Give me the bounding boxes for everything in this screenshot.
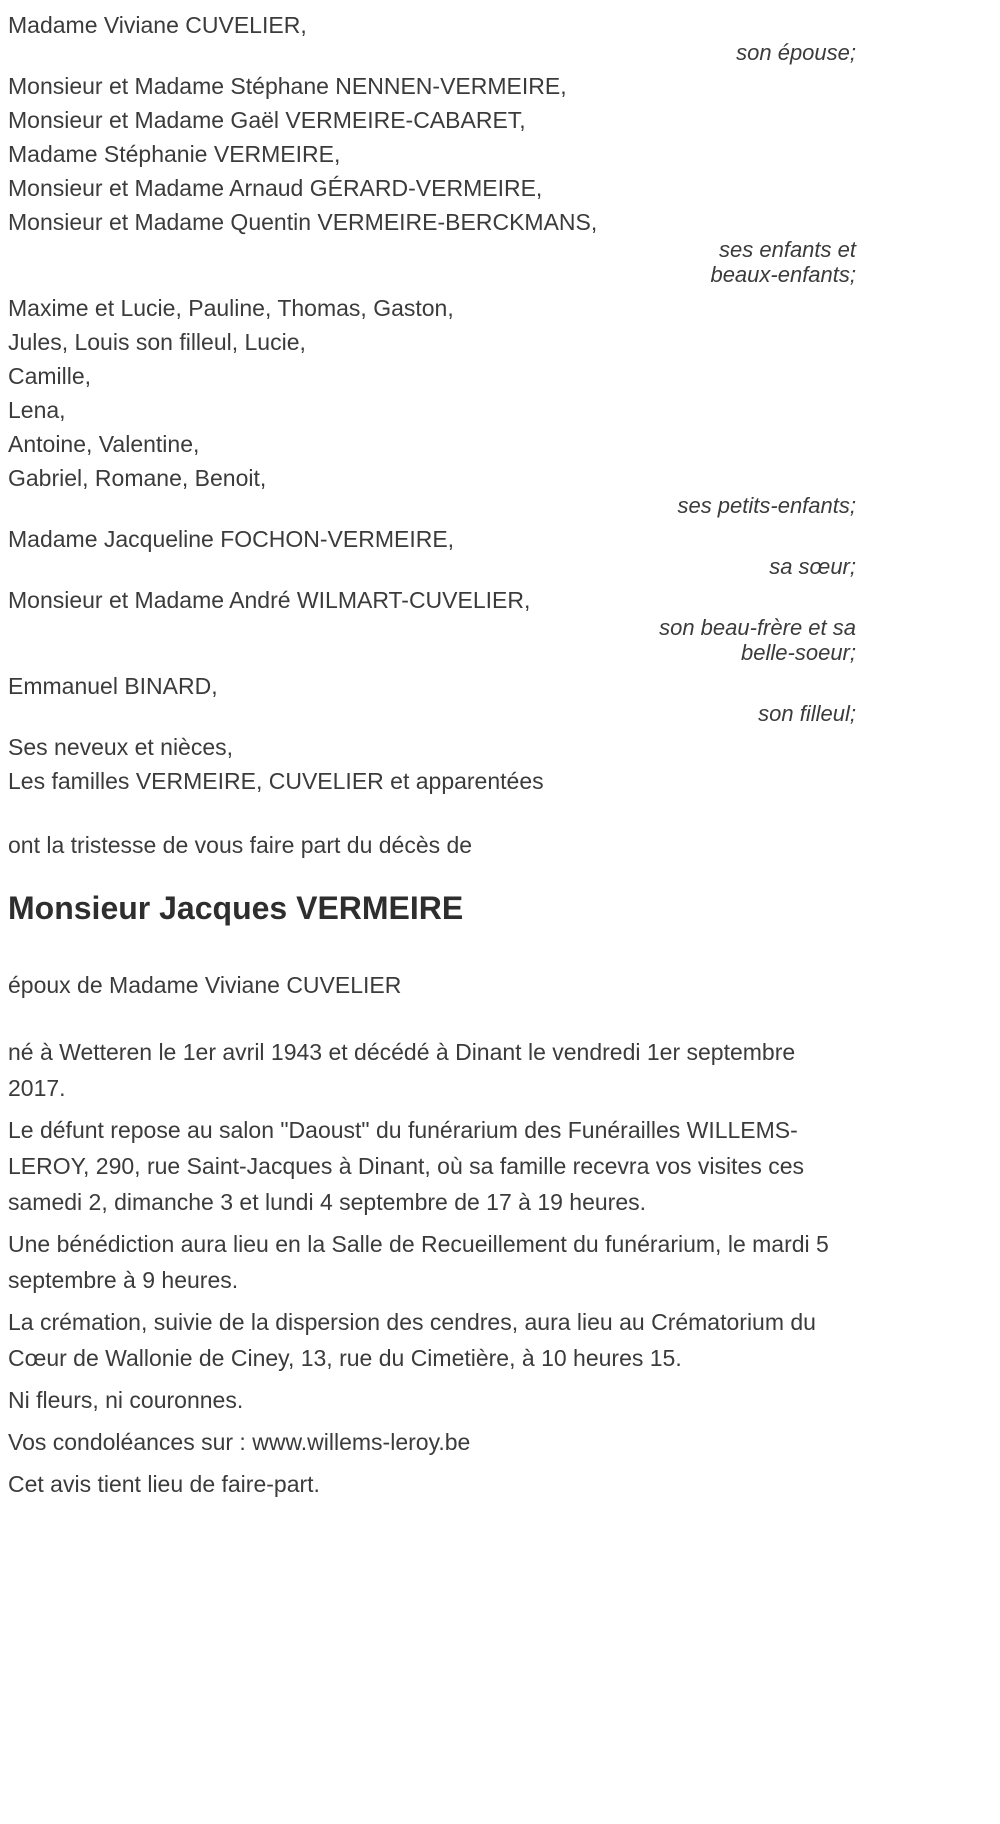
family-line: Gabriel, Romane, Benoit, bbox=[8, 465, 267, 491]
family-line: Monsieur et Madame Stéphane NENNEN-VERMEIRE, bbox=[8, 73, 567, 99]
closing-line: Les familles VERMEIRE, CUVELIER et apparentées bbox=[8, 768, 544, 794]
condolences-line bbox=[8, 1424, 853, 1460]
family-line: Lena, bbox=[8, 397, 66, 423]
announcement-body bbox=[8, 1034, 853, 1502]
relation-label: son beau-frère et sa bbox=[659, 615, 856, 640]
relation-label: beaux-enfants; bbox=[710, 262, 856, 287]
relation-label-block bbox=[8, 613, 856, 667]
announcement-paragraph: Une bénédiction aura lieu en la Salle de Recueillement du funérarium, le mardi 5 septembre à 9 heures. bbox=[8, 1231, 829, 1293]
family-line: Antoine, Valentine, bbox=[8, 431, 200, 457]
family-line: Madame Viviane CUVELIER, bbox=[8, 12, 307, 38]
family-line: Monsieur et Madame Quentin VERMEIRE-BERCKMANS, bbox=[8, 209, 598, 235]
announcement-intro: ont la tristesse de vous faire part du décès de bbox=[8, 832, 473, 858]
final-line: Cet avis tient lieu de faire-part. bbox=[8, 1471, 320, 1497]
announcement-paragraph: Ni fleurs, ni couronnes. bbox=[8, 1387, 244, 1413]
deceased-name: Monsieur Jacques VERMEIRE bbox=[8, 890, 464, 926]
relation-label-block bbox=[8, 235, 856, 289]
condolences-url[interactable]: www.willems-leroy.be bbox=[252, 1429, 471, 1455]
family-line: Monsieur et Madame André WILMART-CUVELIER, bbox=[8, 587, 531, 613]
relation-label: ses petits-enfants; bbox=[677, 493, 856, 518]
family-group-sister bbox=[8, 522, 856, 581]
relation-label: son filleul; bbox=[758, 701, 856, 726]
family-group-spouse bbox=[8, 8, 856, 67]
relation-label: sa sœur; bbox=[769, 554, 856, 579]
relation-label: ses enfants et bbox=[719, 237, 856, 262]
family-group-inlaws bbox=[8, 583, 856, 667]
condolences-prefix: Vos condoléances sur : bbox=[8, 1429, 253, 1455]
family-line: Monsieur et Madame Gaël VERMEIRE-CABARET, bbox=[8, 107, 526, 133]
announcement-paragraph: né à Wetteren le 1er avril 1943 et décédé à Dinant le vendredi 1er septembre 2017. bbox=[8, 1039, 796, 1101]
family-group-grandchildren bbox=[8, 291, 856, 520]
relation-label: son épouse; bbox=[736, 40, 856, 65]
family-closing-block bbox=[8, 730, 856, 798]
closing-line: Ses neveux et nièces, bbox=[8, 734, 234, 760]
family-group-children bbox=[8, 69, 856, 289]
family-line: Maxime et Lucie, Pauline, Thomas, Gaston, bbox=[8, 295, 454, 321]
family-line: Emmanuel BINARD, bbox=[8, 673, 218, 699]
family-line: Madame Stéphanie VERMEIRE, bbox=[8, 141, 341, 167]
relation-label: belle-soeur; bbox=[741, 640, 856, 665]
family-line: Madame Jacqueline FOCHON-VERMEIRE, bbox=[8, 526, 455, 552]
family-line: Camille, bbox=[8, 363, 92, 389]
family-line: Monsieur et Madame Arnaud GÉRARD-VERMEIRE, bbox=[8, 175, 543, 201]
family-group-godson bbox=[8, 669, 856, 728]
family-line: Jules, Louis son filleul, Lucie, bbox=[8, 329, 306, 355]
announcement-paragraph: Le défunt repose au salon "Daoust" du funérarium des Funérailles WILLEMS-LEROY, 290, rue Saint-Jacques à Dinant, où sa famille recevra vos visites ces samedi 2, dimanche 3 et lundi 4 septembre de 17 à 19 heures. bbox=[8, 1117, 805, 1215]
announcement-paragraph: La crémation, suivie de la dispersion des cendres, aura lieu au Crématorium du Cœur de Wallonie de Ciney, 13, rue du Cimetière, à 10 heures 15. bbox=[8, 1309, 816, 1371]
spouse-line: époux de Madame Viviane CUVELIER bbox=[8, 972, 402, 998]
family-section bbox=[8, 8, 856, 798]
